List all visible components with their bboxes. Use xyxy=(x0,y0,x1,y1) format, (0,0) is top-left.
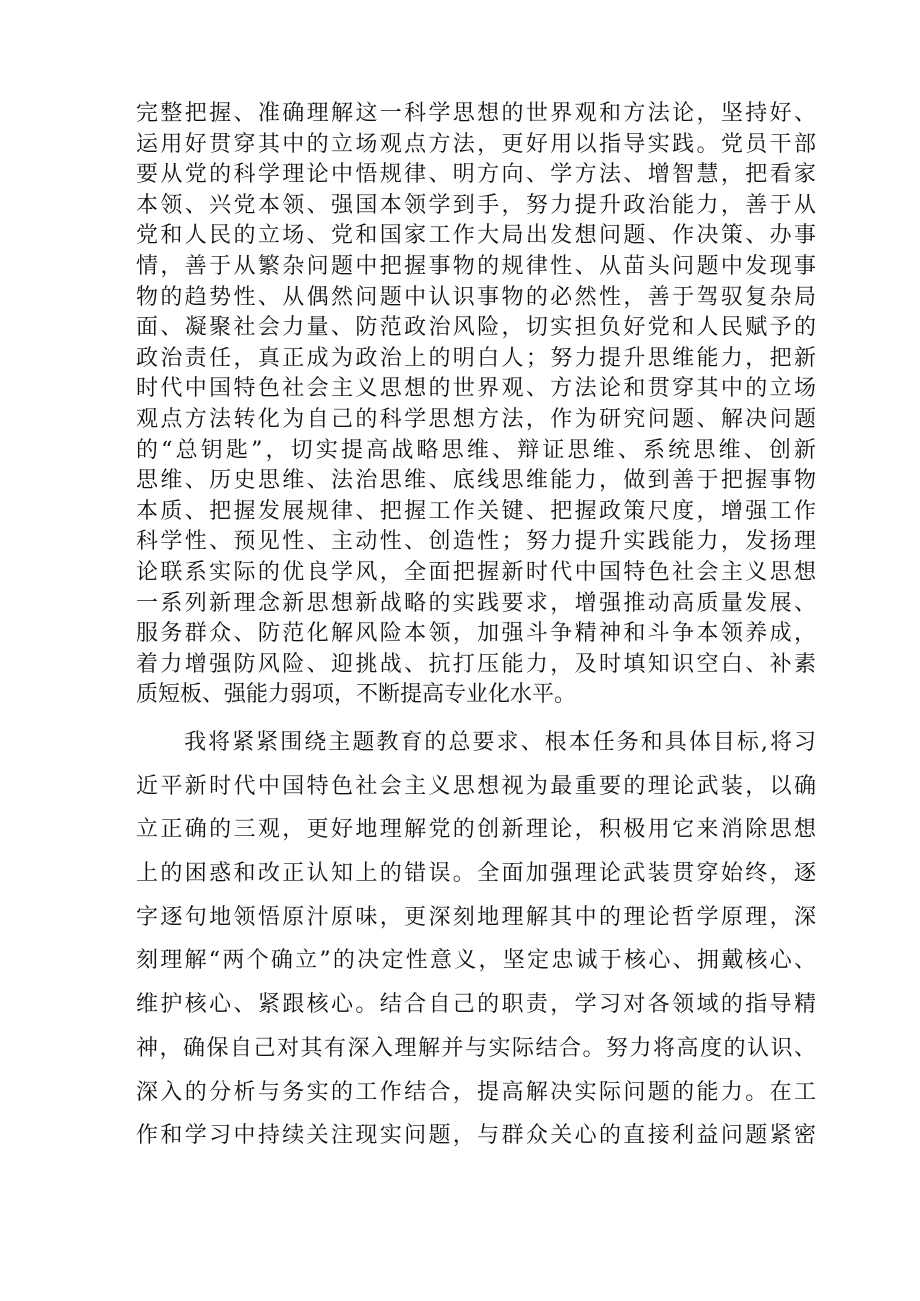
text-line: 上的困惑和改正认知上的错误。全面加强理论武装贯穿始终，逐 xyxy=(136,861,816,887)
text-line: 质短板、强能力弱项，不断提高专业化水平。 xyxy=(136,682,577,708)
text-line: 本领、兴党本领、强国本领学到手，努力提升政治能力，善于从 xyxy=(136,192,816,218)
text-line: 思维、历史思维、法治思维、底线思维能力，做到善于把握事物 xyxy=(136,468,816,494)
text-line: 我将紧紧围绕主题教育的总要求、根本任务和具体目标,将习 xyxy=(136,730,816,755)
text-line: 作和学习中持续关注现实问题，与群众关心的直接利益问题紧密 xyxy=(136,1123,816,1149)
text-line: 刻理解“两个确立”的决定性意义，坚定忠诚于核心、拥戴核心、 xyxy=(136,948,816,974)
text-line: 面、凝聚社会力量、防范政治风险，切实担负好党和人民赋予的 xyxy=(136,315,816,341)
text-line: 物的趋势性、从偶然问题中认识事物的必然性，善于驾驭复杂局 xyxy=(136,284,816,310)
text-line: 党和人民的立场、党和国家工作大局出发想问题、作决策、办事 xyxy=(136,223,816,249)
text-line: 近平新时代中国特色社会主义思想视为最重要的理论武装，以确 xyxy=(136,773,816,799)
text-line: 着力增强防风险、迎挑战、抗打压能力，及时填知识空白、补素 xyxy=(136,651,816,677)
text-line: 观点方法转化为自己的科学思想方法，作为研究问题、解决问题 xyxy=(136,406,816,432)
text-line: 论联系实际的优良学风，全面把握新时代中国特色社会主义思想 xyxy=(136,559,816,585)
body-paragraph-2 xyxy=(136,721,816,1158)
text-line: 神，确保自己对其有深入理解并与实际结合。努力将高度的认识、 xyxy=(136,1035,816,1061)
text-line: 的“总钥匙”，切实提高战略思维、辩证思维、系统思维、创新 xyxy=(136,437,816,463)
text-line: 立正确的三观，更好地理解党的创新理论，积极用它来消除思想 xyxy=(136,817,816,843)
text-line: 运用好贯穿其中的立场观点方法，更好用以指导实践。党员干部 xyxy=(136,131,816,157)
body-paragraph-1 xyxy=(136,99,816,711)
text-line: 科学性、预见性、主动性、创造性；努力提升实践能力，发扬理 xyxy=(136,529,816,555)
text-line: 字逐句地领悟原汁原味，更深刻地理解其中的理论哲学原理，深 xyxy=(136,904,816,930)
text-line: 一系列新理念新思想新战略的实践要求，增强推动高质量发展、 xyxy=(136,590,816,616)
text-line: 完整把握、准确理解这一科学思想的世界观和方法论，坚持好、 xyxy=(136,101,816,126)
text-line: 服务群众、防范化解风险本领，加强斗争精神和斗争本领养成， xyxy=(136,621,816,647)
text-line: 维护核心、紧跟核心。结合自己的职责，学习对各领域的指导精 xyxy=(136,992,816,1018)
text-line: 本质、把握发展规律、把握工作关键、把握政策尺度，增强工作 xyxy=(136,498,816,524)
text-line: 情，善于从繁杂问题中把握事物的规律性、从苗头问题中发现事 xyxy=(136,253,816,279)
text-line: 时代中国特色社会主义思想的世界观、方法论和贯穿其中的立场 xyxy=(136,376,816,402)
text-line: 深入的分析与务实的工作结合，提高解决实际问题的能力。在工 xyxy=(136,1079,816,1105)
text-line: 政治责任，真正成为政治上的明白人；努力提升思维能力，把新 xyxy=(136,345,816,371)
text-line: 要从党的科学理论中悟规律、明方向、学方法、增智慧，把看家 xyxy=(136,162,816,188)
